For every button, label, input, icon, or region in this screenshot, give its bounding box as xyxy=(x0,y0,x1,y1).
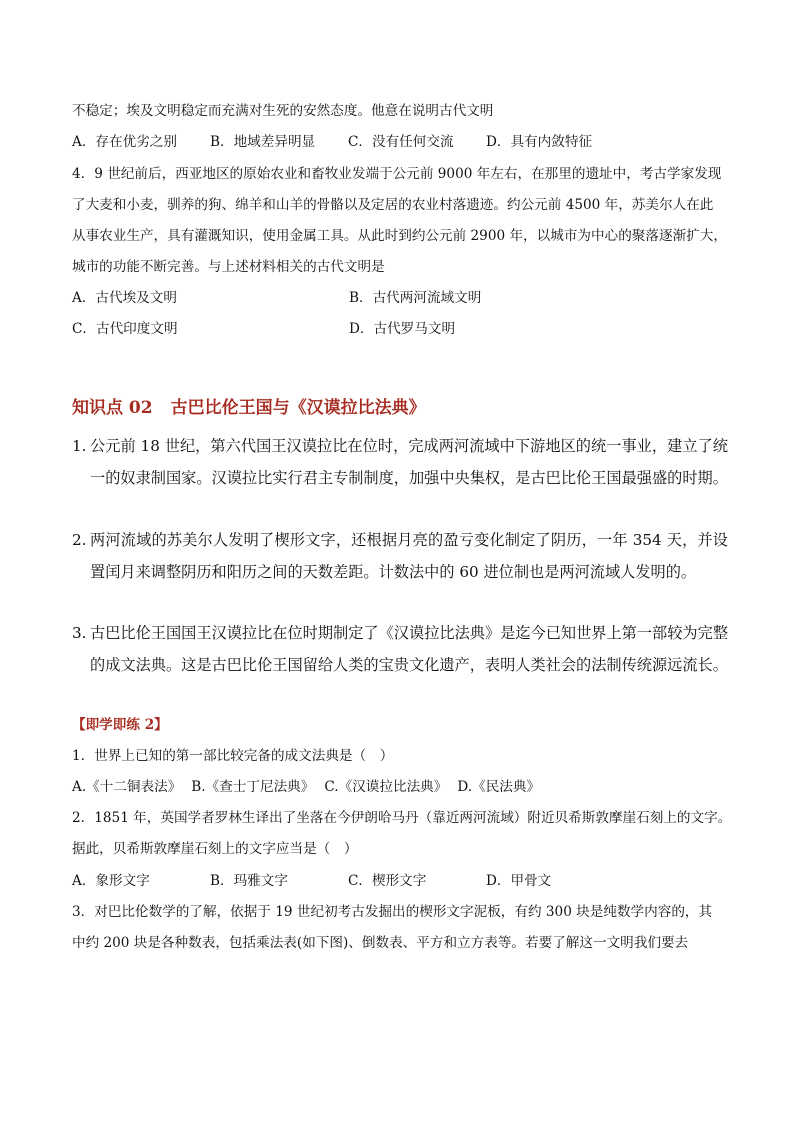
q3-options xyxy=(72,132,624,152)
q4-option-c: C．古代印度文明 xyxy=(72,321,178,337)
section-title: 古巴比伦王国与《汉谟拉比法典》 xyxy=(170,398,426,418)
knowledge-point-text: 两河流域的苏美尔人发明了楔形文字，还根据月亮的盈亏变化制定了阴历，一年 354 天，并设置闰月来调整阴历和阳历之间的天数差距。计数法中的 60 进位制也是两河流域人发明的。 xyxy=(90,531,728,581)
q3-option-a: A．存在优劣之别 xyxy=(72,134,177,150)
q4-option-a: A．古代埃及文明 xyxy=(72,290,177,306)
practice-q2-options xyxy=(72,871,624,891)
section-number: 知识点 02 xyxy=(72,398,153,418)
practice-q1-option-d: D.《民法典》 xyxy=(457,779,541,795)
practice-q2-option-d: D．甲骨文 xyxy=(486,873,552,889)
knowledge-point-1 xyxy=(72,430,728,494)
practice-q3-line: 3．对巴比伦数学的了解，依据于 19 世纪初考古发掘出的楔形文字泥板，有约 300 块是纯数学内容的，其 xyxy=(72,904,713,920)
practice-q3-line: 中约 200 块是各种数表，包括乘法表(如下图)、倒数表、平方和立方表等。若要了解这一文明我们要去 xyxy=(72,935,689,951)
q4-line: 了大麦和小麦，驯养的狗、绵羊和山羊的骨骼以及定居的农业村落遗迹。约公元前 4500 年，苏美尔人在此 xyxy=(72,197,714,213)
practice-q2-line: 2．1851 年，英国学者罗林生译出了坐落在今伊朗哈马丹（靠近两河流域）附近贝希斯敦摩崖石刻上的文字。 xyxy=(72,810,732,826)
knowledge-point-3 xyxy=(72,617,728,681)
knowledge-point-number: 3. xyxy=(72,624,87,642)
section-heading xyxy=(72,396,426,420)
knowledge-point-number: 1. xyxy=(72,437,87,455)
q4-options-row-2 xyxy=(72,319,626,339)
practice-q1-option-b: B.《查士丁尼法典》 xyxy=(191,779,315,795)
practice-q2-option-a: A．象形文字 xyxy=(72,873,150,889)
knowledge-point-text: 公元前 18 世纪，第六代国王汉谟拉比在位时，完成两河流域中下游地区的统一事业，建立了统一的奴隶制国家。汉谟拉比实行君主专制制度，加强中央集权，是古巴比伦王国最强盛的时期。 xyxy=(90,437,728,487)
knowledge-point-2 xyxy=(72,524,728,588)
q4-line: 4．9 世纪前后，西亚地区的原始农业和畜牧业发端于公元前 9000 年左右，在那里的遗址中，考古学家发现 xyxy=(72,166,722,182)
practice-label: 【即学即练 2】 xyxy=(72,717,168,733)
q4-options-row-1 xyxy=(72,288,626,308)
intro-line: 不稳定；埃及文明稳定而充满对生死的安然态度。他意在说明古代文明 xyxy=(72,103,494,119)
q4-line: 从事农业生产，具有灌溉知识，使用金属工具。从此时到约公元前 2900 年，以城市为中心的聚落逐渐扩大， xyxy=(72,228,727,244)
q4-option-d: D．古代罗马文明 xyxy=(349,321,456,337)
knowledge-point-number: 2. xyxy=(72,531,87,549)
practice-q2-line: 据此，贝希斯敦摩崖石刻上的文字应当是（ ） xyxy=(72,841,358,857)
q3-option-d: D．具有内敛特征 xyxy=(486,134,593,150)
q3-option-b: B．地域差异明显 xyxy=(210,134,316,150)
practice-q1-options xyxy=(72,777,550,797)
q4-line: 城市的功能不断完善。与上述材料相关的古代文明是 xyxy=(72,259,385,275)
q4-option-b: B．古代两河流域文明 xyxy=(349,290,482,306)
practice-q1: 1．世界上已知的第一部比较完备的成文法典是（ ） xyxy=(72,748,394,764)
q3-option-c: C．没有任何交流 xyxy=(348,134,454,150)
knowledge-point-text: 古巴比伦王国国王汉谟拉比在位时期制定了《汉谟拉比法典》是迄今已知世界上第一部较为完整的成文法典。这是古巴比伦王国留给人类的宝贵文化遗产，表明人类社会的法制传统源远流长。 xyxy=(90,624,728,674)
practice-q1-option-c: C.《汉谟拉比法典》 xyxy=(324,779,448,795)
practice-q2-option-c: C．楔形文字 xyxy=(348,873,427,889)
practice-q1-option-a: A.《十二铜表法》 xyxy=(72,779,182,795)
practice-q2-option-b: B．玛雅文字 xyxy=(210,873,288,889)
